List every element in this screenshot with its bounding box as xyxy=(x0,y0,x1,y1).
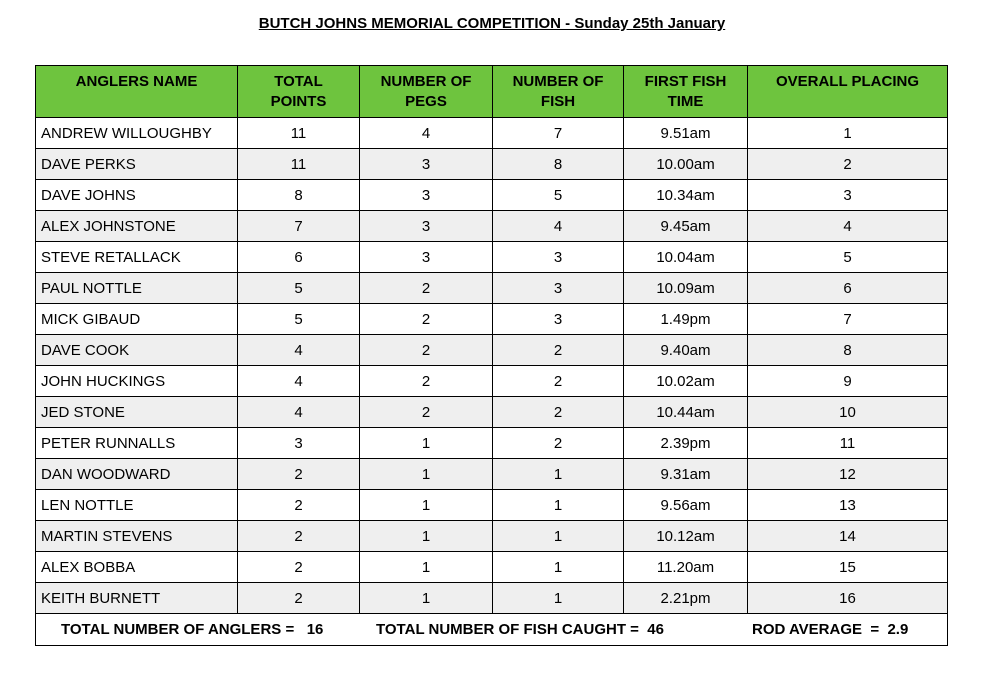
first-fish-time: 10.12am xyxy=(624,521,748,552)
number-of-pegs: 2 xyxy=(360,335,493,366)
angler-name: MARTIN STEVENS xyxy=(36,521,238,552)
angler-name: ALEX JOHNSTONE xyxy=(36,211,238,242)
overall-placing: 9 xyxy=(748,366,948,397)
number-of-fish: 1 xyxy=(493,459,624,490)
number-of-fish: 7 xyxy=(493,118,624,149)
table-row xyxy=(36,397,948,428)
number-of-fish: 3 xyxy=(493,304,624,335)
number-of-pegs: 2 xyxy=(360,304,493,335)
overall-placing: 4 xyxy=(748,211,948,242)
number-of-fish: 3 xyxy=(493,242,624,273)
table-row xyxy=(36,180,948,211)
total-points: 11 xyxy=(238,149,360,180)
angler-name: PAUL NOTTLE xyxy=(36,273,238,304)
table-row xyxy=(36,521,948,552)
table-row xyxy=(36,242,948,273)
overall-placing: 16 xyxy=(748,583,948,614)
header-number-of-fish: NUMBER OF FISH xyxy=(493,66,624,118)
first-fish-time: 10.44am xyxy=(624,397,748,428)
total-points: 5 xyxy=(238,304,360,335)
overall-placing: 12 xyxy=(748,459,948,490)
header-number-of-pegs: NUMBER OF PEGS xyxy=(360,66,493,118)
number-of-fish: 2 xyxy=(493,428,624,459)
header-row xyxy=(36,66,948,118)
number-of-pegs: 4 xyxy=(360,118,493,149)
first-fish-time: 10.02am xyxy=(624,366,748,397)
overall-placing: 8 xyxy=(748,335,948,366)
overall-placing: 11 xyxy=(748,428,948,459)
number-of-pegs: 1 xyxy=(360,552,493,583)
total-fish-summary: TOTAL NUMBER OF FISH CAUGHT = 46 xyxy=(376,621,664,638)
first-fish-time: 10.09am xyxy=(624,273,748,304)
table-row xyxy=(36,428,948,459)
first-fish-time: 10.04am xyxy=(624,242,748,273)
number-of-fish: 1 xyxy=(493,521,624,552)
overall-placing: 3 xyxy=(748,180,948,211)
overall-placing: 5 xyxy=(748,242,948,273)
total-points: 3 xyxy=(238,428,360,459)
header-overall-placing: OVERALL PLACING xyxy=(748,66,948,118)
angler-name: LEN NOTTLE xyxy=(36,490,238,521)
table-row xyxy=(36,552,948,583)
total-points: 2 xyxy=(238,459,360,490)
number-of-pegs: 2 xyxy=(360,366,493,397)
number-of-fish: 5 xyxy=(493,180,624,211)
number-of-pegs: 1 xyxy=(360,583,493,614)
total-points: 11 xyxy=(238,118,360,149)
first-fish-time: 10.34am xyxy=(624,180,748,211)
overall-placing: 14 xyxy=(748,521,948,552)
number-of-fish: 4 xyxy=(493,211,624,242)
number-of-fish: 1 xyxy=(493,583,624,614)
number-of-pegs: 1 xyxy=(360,428,493,459)
header-anglers-name: ANGLERS NAME xyxy=(36,66,238,118)
angler-name: MICK GIBAUD xyxy=(36,304,238,335)
total-points: 8 xyxy=(238,180,360,211)
overall-placing: 15 xyxy=(748,552,948,583)
total-points: 2 xyxy=(238,490,360,521)
angler-name: DAVE PERKS xyxy=(36,149,238,180)
angler-name: ANDREW WILLOUGHBY xyxy=(36,118,238,149)
header-total-points: TOTAL POINTS xyxy=(238,66,360,118)
number-of-pegs: 2 xyxy=(360,273,493,304)
first-fish-time: 9.45am xyxy=(624,211,748,242)
first-fish-time: 9.56am xyxy=(624,490,748,521)
total-points: 4 xyxy=(238,397,360,428)
total-points: 4 xyxy=(238,366,360,397)
number-of-fish: 2 xyxy=(493,335,624,366)
overall-placing: 7 xyxy=(748,304,948,335)
table-row xyxy=(36,459,948,490)
table-row xyxy=(36,366,948,397)
angler-name: KEITH BURNETT xyxy=(36,583,238,614)
total-points: 7 xyxy=(238,211,360,242)
overall-placing: 1 xyxy=(748,118,948,149)
first-fish-time: 10.00am xyxy=(624,149,748,180)
angler-name: ALEX BOBBA xyxy=(36,552,238,583)
overall-placing: 6 xyxy=(748,273,948,304)
total-points: 4 xyxy=(238,335,360,366)
number-of-pegs: 1 xyxy=(360,521,493,552)
number-of-fish: 2 xyxy=(493,397,624,428)
first-fish-time: 9.40am xyxy=(624,335,748,366)
first-fish-time: 9.31am xyxy=(624,459,748,490)
number-of-pegs: 1 xyxy=(360,490,493,521)
number-of-pegs: 3 xyxy=(360,211,493,242)
table-row xyxy=(36,211,948,242)
angler-name: DAN WOODWARD xyxy=(36,459,238,490)
rod-average-summary: ROD AVERAGE = 2.9 xyxy=(752,621,909,638)
overall-placing: 2 xyxy=(748,149,948,180)
table-row xyxy=(36,583,948,614)
number-of-fish: 1 xyxy=(493,552,624,583)
header-first-fish-time: FIRST FISH TIME xyxy=(624,66,748,118)
number-of-fish: 3 xyxy=(493,273,624,304)
total-points: 6 xyxy=(238,242,360,273)
number-of-pegs: 2 xyxy=(360,397,493,428)
number-of-pegs: 3 xyxy=(360,149,493,180)
summary-row xyxy=(36,614,948,646)
first-fish-time: 2.39pm xyxy=(624,428,748,459)
number-of-fish: 2 xyxy=(493,366,624,397)
total-points: 2 xyxy=(238,521,360,552)
results-table xyxy=(35,65,948,646)
table-row xyxy=(36,490,948,521)
table-row xyxy=(36,118,948,149)
summary-cell xyxy=(36,614,948,646)
table-row xyxy=(36,273,948,304)
number-of-pegs: 3 xyxy=(360,242,493,273)
number-of-pegs: 1 xyxy=(360,459,493,490)
first-fish-time: 1.49pm xyxy=(624,304,748,335)
angler-name: JOHN HUCKINGS xyxy=(36,366,238,397)
table-row xyxy=(36,304,948,335)
overall-placing: 13 xyxy=(748,490,948,521)
total-points: 5 xyxy=(238,273,360,304)
number-of-fish: 1 xyxy=(493,490,624,521)
first-fish-time: 9.51am xyxy=(624,118,748,149)
table-row xyxy=(36,149,948,180)
angler-name: JED STONE xyxy=(36,397,238,428)
angler-name: DAVE COOK xyxy=(36,335,238,366)
number-of-fish: 8 xyxy=(493,149,624,180)
number-of-pegs: 3 xyxy=(360,180,493,211)
total-anglers-summary: TOTAL NUMBER OF ANGLERS = 16 xyxy=(61,621,324,638)
first-fish-time: 2.21pm xyxy=(624,583,748,614)
angler-name: DAVE JOHNS xyxy=(36,180,238,211)
total-points: 2 xyxy=(238,552,360,583)
table-row xyxy=(36,335,948,366)
angler-name: PETER RUNNALLS xyxy=(36,428,238,459)
overall-placing: 10 xyxy=(748,397,948,428)
angler-name: STEVE RETALLACK xyxy=(36,242,238,273)
total-points: 2 xyxy=(238,583,360,614)
first-fish-time: 11.20am xyxy=(624,552,748,583)
page-title: BUTCH JOHNS MEMORIAL COMPETITION - Sunday 25th January xyxy=(258,15,726,32)
